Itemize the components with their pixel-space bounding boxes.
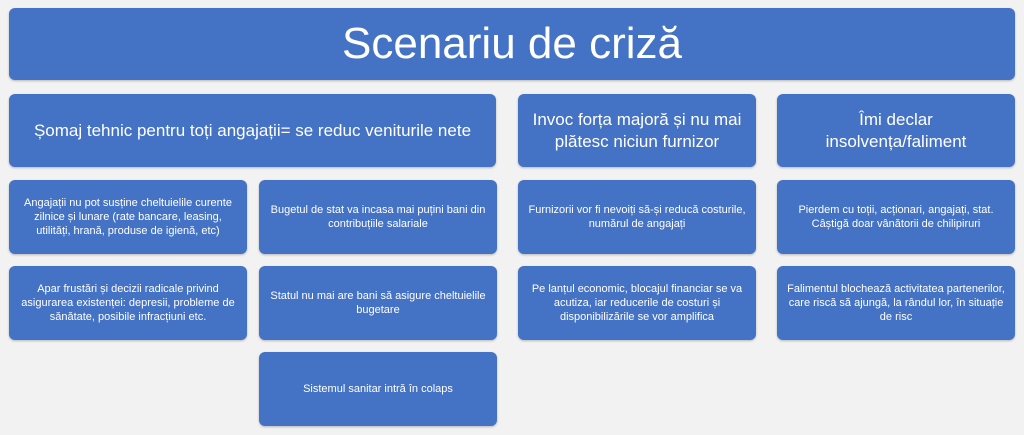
heading-force-majeure: Invoc forța majoră și nu mai plătesc niciun furnizor <box>518 94 756 167</box>
suppliers-cut-costs-box: Furnizorii vor fi nevoiți să-și reducă costurile, numărul de angajați <box>518 180 756 254</box>
financial-blockage-box: Pe lanțul economic, blocajul financiar se va acutiza, iar reducerile de costuri și disponibilizările se vor amplifica <box>518 266 756 340</box>
bankruptcy-blocks-partners-box: Falimentul blochează activitatea partenerilor, care riscă să ajungă, la rândul lor, în situație de risc <box>777 266 1015 340</box>
employees-expenses-box: Angajații nu pot susține cheltuielile curente zilnice și lunare (rate bancare, leasing, utilități, hrană, produse de igienă, etc) <box>9 180 247 254</box>
diagram-title: Scenariu de criză <box>9 8 1015 80</box>
heading-insolvency: Îmi declar insolvența/faliment <box>777 94 1015 167</box>
everyone-loses-box: Pierdem cu toții, acționari, angajați, stat. Câștigă doar vânătorii de chilipiruri <box>777 180 1015 254</box>
state-budget-box: Bugetul de stat va incasa mai puțini bani din contribuțiile salariale <box>259 180 497 254</box>
frustrations-box: Apar frustări și decizii radicale privind asigurarea existenței: depresii, probleme de sănătate, posibile infracțiuni etc. <box>9 266 247 340</box>
health-system-collapse-box: Sistemul sanitar intră în colaps <box>259 352 497 426</box>
state-no-money-box: Statul nu mai are bani să asigure cheltuielile bugetare <box>259 266 497 340</box>
heading-technical-unemployment: Șomaj tehnic pentru toți angajații= se reduc veniturile nete <box>9 94 496 167</box>
